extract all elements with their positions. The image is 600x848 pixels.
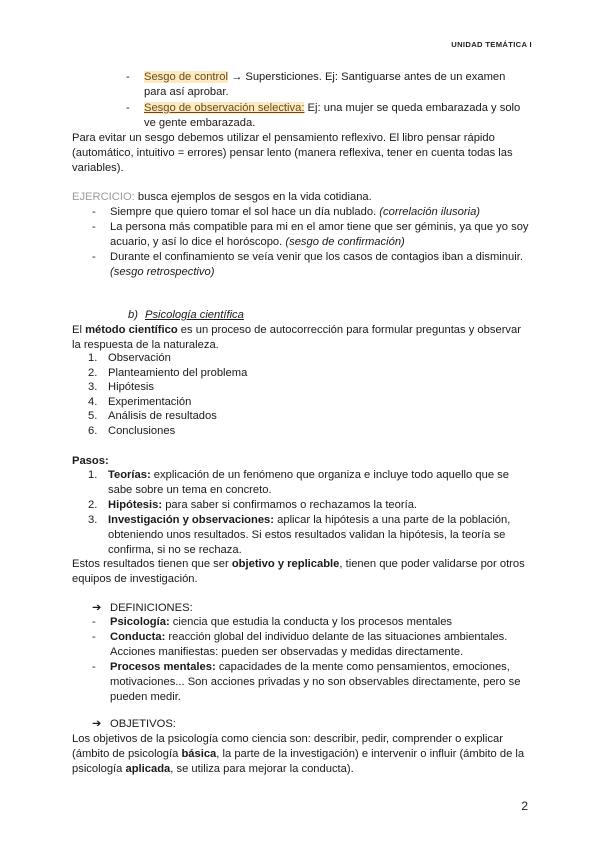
exercise-item: La persona más compatible para mi en el amor tiene que ser géminis, ya que yo soy acuario, y así lo dice el horóscopo. (sesgo de confirmación): [110, 221, 529, 249]
arrow-icon: →: [231, 71, 243, 83]
exercise-heading: EJERCICIO: busca ejemplos de sesgos en la vida cotidiana.: [72, 191, 372, 203]
list-dash: -: [92, 206, 96, 218]
list-number: 1.: [88, 469, 98, 481]
method-steps-list: 1. Observación 2. Planteamiento del problema 3. Hipótesis 4. Experimentación 5. Análisis de resultados 6. Conclusiones: [88, 352, 248, 437]
list-dash: -: [92, 221, 96, 233]
bias-term-control: Sesgo de control: [144, 71, 228, 83]
bias-item-control: Sesgo de control → Supersticiones. Ej: Santiguarse antes de un examen para así aprobar.: [144, 71, 506, 99]
bias-item-selective: Sesgo de observación selectiva: Ej: una mujer se queda embarazada y solo ve gente embarazada.: [144, 102, 521, 130]
arrow-bullet-icon: ➔: [92, 602, 102, 614]
definition-item: Procesos mentales: capacidades de la mente como pensamientos, emociones, motivaciones... Son acciones privadas y no son observables directamente, pero se pueden medir.: [110, 661, 521, 704]
definitions-heading: ➔ DEFINICIONES:: [92, 601, 193, 616]
exercise-item: Durante el confinamiento se veía venir que los casos de contagios iban a disminuir. (sesgo retrospectivo): [110, 251, 523, 279]
pasos-conclusion: Estos resultados tienen que ser objetivo y replicable, tienen que poder validarse por otros equipos de investigación.: [72, 558, 525, 586]
definition-item: Conducta: reacción global del individuo delante de las situaciones ambientales. Acciones manifiestas: pueden ser observadas y medidas directamente.: [110, 631, 508, 659]
exercise-item: Siempre que quiero tomar el sol hace un día nublado. (correlación ilusoria): [110, 206, 481, 218]
list-dash: -: [92, 616, 96, 628]
list-number: 3.: [88, 514, 98, 526]
arrow-bullet-icon: ➔: [92, 718, 102, 730]
page-header: UNIDAD TEMÁTICA I: [451, 40, 532, 49]
pasos-item: Hipótesis: para saber si confirmamos o rechazamos la teoría.: [108, 499, 418, 511]
pasos-heading: Pasos:: [72, 455, 109, 467]
section-marker: b): [128, 309, 138, 321]
bias-bullet-dash: -: [126, 71, 130, 83]
bias-bullet-dash: -: [126, 102, 130, 114]
definition-item: Psicología: ciencia que estudia la conducta y los procesos mentales: [110, 616, 453, 628]
pasos-item: Teorías: explicación de un fenómeno que organiza e incluye todo aquello que se sabe sobre un tema en concreto.: [108, 469, 509, 497]
objectives-heading: ➔ OBJETIVOS:: [92, 717, 176, 732]
intro-paragraph: Para evitar un sesgo debemos utilizar el pensamiento reflexivo. El libro pensar rápido (automático, intuitivo = errores) pensar lento (manera reflexiva, tener en cuenta todas las variables).: [72, 132, 513, 175]
pasos-item: Investigación y observaciones: aplicar la hipótesis a una parte de la población, obteniendo unos resultados. Si estos resultados validan la hipótesis, la teoría se confirma, si no se rechaza.: [108, 514, 511, 557]
bias-term-selective: Sesgo de observación selectiva:: [144, 102, 305, 114]
page-number: 2: [521, 799, 528, 813]
list-dash: -: [92, 631, 96, 643]
list-dash: -: [92, 661, 96, 673]
list-number: 2.: [88, 499, 98, 511]
list-dash: -: [92, 251, 96, 263]
method-paragraph: El método científico es un proceso de autocorrección para formular preguntas y observar la respuesta de la naturaleza.: [72, 324, 521, 352]
objectives-paragraph: Los objetivos de la psicología como ciencia son: describir, pedir, comprender o explicar (ámbito de psicología básica, la parte de la investigación) e intervenir o influir (ámbito de la psicología aplicada, se utiliza para mejorar la conducta).: [72, 733, 525, 776]
section-title: Psicología científica: [145, 309, 244, 321]
